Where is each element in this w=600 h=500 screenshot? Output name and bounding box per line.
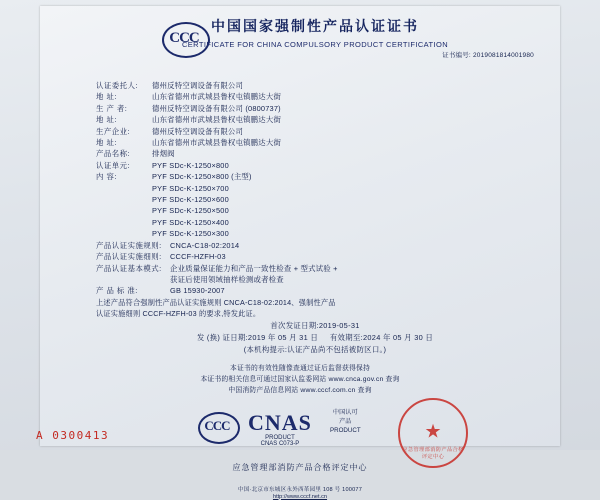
field-value: 山东省德州市武城县鲁权屯镇鹏达大街 [152,138,282,148]
spec-value: CNCA-C18-02:2014 [170,240,240,250]
content-item: PYF SDc-K-1250×400 [152,217,229,227]
field-label: 地 址: [96,138,117,148]
statement-line: 认证实施细则 CCCF-HZFH-03 的要求,特发此证。 [96,309,261,319]
content-item: PYF SDc-K-1250×600 [152,195,229,205]
field-value: 德州反特空调设备有限公司 [152,126,244,136]
footer-line: 本证书的有效性随像查通过证后监督获得保持 [230,364,370,372]
content-item: PYF SDc-K-1250×800 (主型) [152,172,252,182]
field-value: 山东省德州市武城县鲁权屯镇鹏达大街 [152,115,282,125]
certificate-document [40,6,560,500]
field-label: 生 产 者: [96,103,128,113]
field-value: 排烟阀 [152,149,175,159]
cnas-mark-text: CNAS [248,409,312,435]
seal-text: 应急管理部消防产品合格评定中心 [402,446,464,460]
star-icon: ★ [424,420,442,442]
cnas-line-2: CNAS C073-P [260,440,300,447]
content-row [96,194,534,205]
footer-line: 中国消防产品信息网站 www.cccf.com.cn 查询 [228,386,372,394]
content-row [96,228,534,239]
official-seal-stamp [398,398,468,468]
spec-label: 产品认证实施细则: [96,252,162,262]
footer-notes [40,363,560,396]
cnas-line-1: PRODUCT [265,434,295,441]
field-label: 产品名称: [96,149,131,159]
certificate-body [40,74,560,356]
logo-row [40,400,560,460]
issue-date-line: 首次发证日期:2019-05-31 [270,320,360,330]
ccc-small-icon: CCC [198,412,238,442]
issuer-website: http://www.cccf.net.cn [272,493,328,500]
spec-label: 产品认证实施规则: [96,240,162,250]
spec-value: CCCF-HZFH-03 [170,252,226,262]
ccc-logo-icon: CCC [162,22,208,56]
address-line: 中国·北京市东城区永外西革园里 108 号 100077 [237,486,363,493]
issuer-address [40,485,560,500]
field-row [96,80,534,91]
validity-line [96,332,534,344]
field-row [96,114,534,125]
spec-label: 产品认证基本模式: [96,263,162,273]
page-title: 中国国家强制性产品认证证书 [211,19,419,35]
field-label: 认证委托人: [96,81,139,90]
footer-line: 本证书的相关信息可通过国家认监委网站 www.cnca.gov.cn 查询 [200,375,400,383]
china-accreditation-mark: 中国认可 产品 PRODUCT [330,408,361,434]
content-row [96,183,534,194]
field-label: 生产企业: [96,126,131,136]
field-row [96,137,534,148]
content-item: PYF SDc-K-1250×300 [152,229,229,239]
issue-date: 发 (换) 证日期:2019 年 05 月 31 日 [196,332,319,342]
field-row [96,148,534,159]
spec-row [96,285,534,296]
field-label: 认证单元: [96,160,131,170]
field-value: 德州反特空调设备有限公司 (0800737) [152,103,281,113]
expiry-date: 有效期至:2024 年 05 月 30 日 [329,332,434,342]
field-row [96,91,534,102]
field-row [96,126,534,137]
field-value: 德州反特空调设备有限公司 [152,81,244,90]
content-row [96,217,534,228]
spec-row [96,251,534,262]
content-label: 内 容: [96,172,117,182]
cnas-logo [248,410,312,447]
field-row [96,160,534,171]
field-label: 地 址: [96,92,117,102]
certificate-number-value: 2019081814001980 [472,52,534,59]
certificate-header [40,6,560,74]
field-value: 山东省德州市武城县鲁权屯镇鹏达大街 [152,92,282,102]
spec-value: GB 15930-2007 [170,286,225,296]
spec-label: 产 品 标 准: [96,286,138,296]
certificate-number-label: 证书编号: [442,52,471,59]
serial-number: A 0300413 [36,429,110,442]
content-row [96,205,534,216]
content-item: PYF SDc-K-1250×700 [152,183,229,193]
spec-value: 企业质量保证能力和产品一致性检查 + 型式试验 + [170,263,338,273]
spec-row [96,274,534,285]
field-value: PYF SDc-K-1250×800 [152,160,229,170]
content-row [96,171,534,182]
issuing-department: 应急管理部消防产品合格评定中心 [232,462,368,472]
field-row [96,103,534,114]
statement-line: 上述产品符合强制性产品认证实施规则 CNCA-C18-02:2014、强制性产品 [96,297,336,307]
spec-row [96,263,534,274]
page-subtitle: CERTIFICATE FOR CHINA COMPULSORY PRODUCT CERTIFICATION [181,40,449,49]
field-label: 地 址: [96,115,117,125]
validity-note: (本机构提示:认证产品尚不包括被防区口。) [243,344,387,354]
content-item: PYF SDc-K-1250×500 [152,206,229,216]
certificate-number [442,50,534,59]
spec-value: 获证后使用领域抽样检测或者检查 [170,274,284,284]
spec-row [96,240,534,251]
